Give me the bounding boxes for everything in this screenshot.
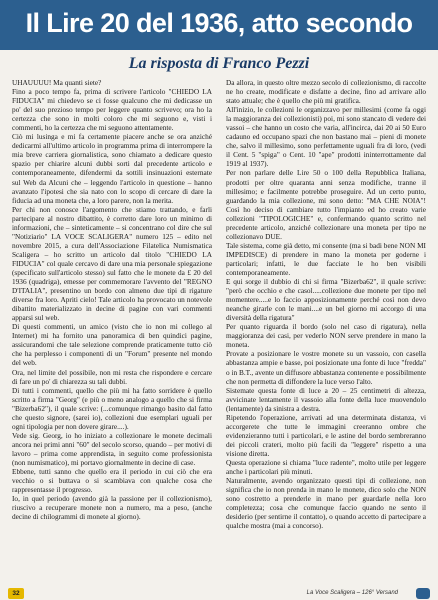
left-column [12,78,212,586]
paragraph: Ora, nel limite del possibile, non mi resta che rispondere e cercare di fare un po' di chiarezza su tali dubbi. [12,367,212,386]
article-body [12,78,426,586]
paragraph: Di questi commenti, un amico (visto che io non mi collego al Internet) mi ha fornito una panoramica di ben quindici pagine, assicurandomi che tale selezione comprende praticamente tutto ciò che ha perplesso i componenti di un "Forum" presente nel mondo del web. [12,322,212,368]
paragraph: Per chi non conosce l'argomento che stiamo trattando, e farli partecipare al nostro dibattito, è corretto dare loro un minimo di informazioni, che – sinteticamente – si concentrano col dire che sul "Notiziario" LA VOCE SCALIGERA" numero 125 – edito nel novembre 2015, a cura dell'Associazione Filatelica Numismatica Scaligera – ho scritto un articolo dal titolo "CHIEDO LA FIDUCIA" col quale cercavo di dare una mia personale spiegazione (specificato sull'articolo stesso) sul fatto che le monete da £ 20 del 1936 (quadriga), emesse per commemorare l'avvento del "REGNO D'ITALIA", presentino un bordo con almeno due tipi di rigature diverse fra loro. Apriti cielo! Tale articolo ha provocato un notevole dibattito materializzato in decine di pagine con vari commenti apparsi sul web. [12,204,212,323]
paragraph: Vede sig. Georg, io ho iniziato a collezionare le monete decimali ancora nei primi anni "60" del secolo scorso, quando – per motivi di lavoro – prima come apprendista, in seguito come professionista (non numismatico), mi portavo giornalmente in decine di case. [12,430,212,467]
paragraph: Da allora, in questo oltre mezzo secolo di collezionismo, di raccolte ne ho create, modificate e disfatte a decine, fino ad arrivare allo stato attuale; che è quello che più mi gratifica. [226,78,426,106]
paragraph: UHAUUUU! Ma quanti siete? [12,78,102,87]
paragraph: Ebbene, tutti sanno che quello era il periodo in cui ciò che era vecchio o si buttava o si scambiava con qualche cosa che rappresentasse il progresso. [12,467,212,495]
paragraph: Tale sistema, come già detto, mi consente (ma si badi bene NON MI IMPEDISCE) di prendere in mano la moneta per goderne i particolari; infatti, le due facciate le ho ben visibili contemporaneamente. [226,240,426,277]
paragraph: Ripetendo l'operazione, arrivati ad una determinata distanza, vi accorgerete che tutte le immagini creeranno ombre che evidenzieranno tutti i particolari, e le astine del bordo sembreranno dei piccoli crateri, molto più facili da "leggere" rispetto a una visione diretta. [226,412,426,458]
paragraph: All'inizio, le collezioni le organizzavo per millesimi (come fa oggi la maggioranza dei collezionisti) poi, mi sono stancato di vedere dei vassoi – che hanno un costo che varia, all'incirca, dai 20 ai 50 Euro cadauno ed occupano spazi che non bastano mai – pieni di monete che, salvo il millesimo, sono perfettamente uguali fra di loro, (vedi il Cent. 5 "spiga" o Cent. 10 "ape" prodotti ininterrottamente dal 1919 al 1937). [226,105,426,169]
paragraph: Per quanto riguarda il bordo (solo nel caso di rigatura), nella maggioranza dei casi, per vederlo NON serve prendere in mano la moneta. [226,322,426,350]
paragraph: Di tutti i commenti, quello che più mi ha fatto sorridere è quello scritto a firma "Georg" (e più o meno analogo a quello che si firma "Bizerba62"), il quale scrive: (...comunque rimango basito dal fatto che questo signore, (sarei io), collezioni due esemplari uguali per ogni tipologia per non dovere girare....). [12,385,212,431]
paragraph: Fino a poco tempo fa, prima di scrivere l'articolo "CHIEDO LA FIDUCIA" mi chiedevo se ci fosse qualcuno che mi dedicasse un po' del suo prezioso tempo per leggere quanto scrivevo; ora ho la certezza che sono in molti coloro che mi seguono e, visti i commenti, ho la certezza che mi seguono attentamente. [12,87,212,133]
title-banner [0,0,438,50]
paragraph: Questa operazione si chiama "luce radente", molto utile per leggere anche i particolari più minuti. [226,457,426,477]
publication-name: La Voce Scaligera – 126° Versand [306,590,398,596]
right-column [226,78,426,586]
article-title: Il Lire 20 del 1936, atto secondo [25,8,413,38]
page-number: 32 [8,588,24,599]
paragraph: E qui sorge il dubbio di chi si firma "Bizerba62", il quale scrive: "però che occhio e che casol.....collezione due monete per tipo nel momentere.....e lo faccio apposizionamente perché così non devo neanche girarle con le mani....e un bel giorno mi accorgo di una diversità della rigatura" [226,277,426,323]
article-subtitle: La risposta di Franco Pezzi [128,55,310,72]
paragraph: Sistemate questa fonte di luce a 20 – 25 centimetri di altezza, avvicinate lentamente il vassoio alla fonte della luce muovendolo (lentamente) da sinistra a destra. [226,385,426,413]
paragraph: Naturalmente, avendo organizzato questi tipi di collezione, non significa che io non prenda in mano le monete, dico solo che NON sono costretto a prenderle in mano per guardarle nella loro completezza; cosa che comunque faccio quando ne sento il desiderio (per sentirne il contatto), o quando accetto di partecipare a qualche mostra (mai a concorso). [226,476,426,531]
paragraph: Io, in quel periodo (avendo già la passione per il collezionismo), riuscivo a recuperare monete non a numero, ma a peso, (anche decine di chilogrammi di monete al giorno). [12,494,212,522]
publisher-logo-icon [416,588,430,599]
page-footer [0,588,438,600]
paragraph: Provate a posizionare le vostre monete su un vassoio, con casella abbastanza ampie e basse, poi posizionate una fonte di luce "fredda" o in B.T., avente un diffusore abbastanza contenente e possibilmente che non permetta di diffondere la luce verso l'alto. [226,349,426,386]
paragraph: Per non parlare delle Lire 50 o 100 della Repubblica Italiana, prodotti per oltre quaranta anni senza modifiche, tranne il millesimo; e facilmente potrebbe proseguire. Ad un certo punto, guardando la mia collezione, mi sono detto: "MA CHE NOIA"! Così ho deciso di cambiare tutto l'impianto ed ho creato varie collezioni "TIPOLOGICHE" e, confermando quanto scritto nel precedente articolo, anziché collezionare una moneta per tipo ne collezionavo DUE. [226,168,426,241]
paragraph: Ciò mi lusinga e mi fa certamente piacere anche se ora anziché dedicarmi all'ultimo articolo in programma prima di interrompere la mia breve carriera giornalistica, sono chiamato a dedicare questo spazio per chiarire alcuni dubbi sorti dal precedente articolo e contemporaneamente, difendermi da sottili insinuazioni esternate sul Web da Alcuni che – leggendo l'articolo in questione – hanno avanzato l'ipotesi che sia nato con lo scopo di cercare di dare la fiducia ad una moneta che, a loro parere, non la merita. [12,132,212,205]
